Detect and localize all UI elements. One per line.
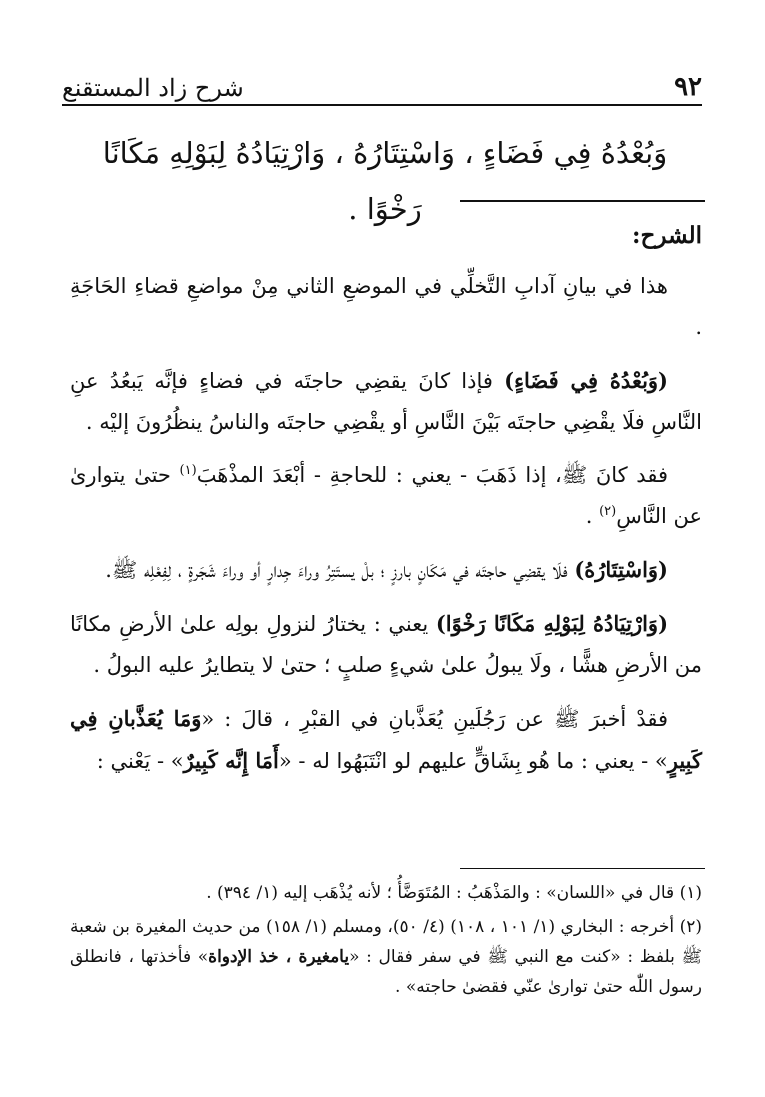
footnote-1 [70,878,702,908]
running-title: شرح زاد المستقنع [62,74,244,102]
paragraph-text: فإذا كانَ يقضِي حاجتَه في فضاءٍ فإنَّه يَبعُدُ عنِ النَّاسِ فلَا يقْضِي حاجتَه بَيْنَ النَّاسِ أو يقْضِي حاجتَه والناسُ ينظُرُونَ إليْه . [70,369,702,434]
hadith-quote: يامغيرة ، خذ الإدواة [208,947,350,967]
paragraph-text: فقد كانَ ﷺ، إذا ذَهَبَ - يعني : للحاجةِ - أبْعَدَ المذْهَبَ [196,463,668,487]
paragraph-text: يعني : يختارُ لنزولِ بولِه علىٰ الأرضِ مكانًا من الأرضِ هشًّا ، ولَا يبولُ علىٰ شيءٍ صلبٍ ؛ حتىٰ لا يتطايرُ عليه البولُ . [70,612,702,677]
matn-quote: (وَاسْتِتَارُهُ) [574,557,668,582]
matn-divider [460,200,705,202]
paragraph-concealment [70,549,702,591]
paragraph-soft-place [70,603,702,686]
paragraph-text: حتىٰ يتوارىٰ عن النَّاسِ [70,463,702,528]
hadith-quote: أَمَا إِنَّه كَبِيرٌ [183,748,279,773]
paragraph-text: فلَا يقضِي حاجتَه في مَكَانٍ بارزٍ ؛ بلْ يستَتِرُ وراءَ جِدارٍ أو وراءَ شَجَرةٍ ، لِفِعْلِه ﷺ. [105,558,575,582]
page-header [62,62,702,102]
paragraph-text: » - يَعْني : [96,749,184,773]
paragraph-text: فقدْ أخبرَ ﷺ عن رَجُلَينِ يُعَذَّبانِ في القبْرِ ، قالَ : « [201,707,669,731]
matn-quote: (وَارْتِيَادُهُ لِبَوْلِهِ مَكَانًا رَخْوًا) [435,611,668,636]
paragraph-text: هذا في بيانِ آدابِ التَّخلِّي في الموضعِ الثاني مِنْ مواضعِ قضاءِ الحَاجَةِ . [70,274,702,339]
footnote-text: (٢) أخرجه : البخاري (١/ ١٠١ ، ١٠٨) (٤/ ٥٠)، ومسلم (١/ ١٥٨) من حديث المغيرة بن شعبة ﷺ بلفظ : «كنت مع النبي ﷺ في سفر فقال : « [70,917,703,967]
paragraph-intro [70,266,702,348]
footnote-divider [460,868,705,869]
footnote-text: (١) قال في «اللسان» : والمَذْهَبُ : المُتَوَضَّأُ ؛ لأنه يُذْهَب إليه (١/ ٣٩٤) . [206,883,702,903]
footnotes [70,878,702,1006]
paragraph-grave-hadith [70,698,702,782]
paragraph-text: » - يعني : ما هُو بِشَاقٍّ عليهم لو انْتَبَهُوا له - « [278,749,668,773]
matn-line: وَبُعْدُهُ فِي فَضَاءٍ ، وَاسْتِتَارُهُ ، وَارْتِيَادُهُ لِبَوْلِهِ مَكَانًا رَخْوًا . [102,136,668,226]
paragraph-hadith-distance [70,455,702,537]
footnote-text: » فأخذتها ، فانطلق رسول اللّٰه حتىٰ توارىٰ عنّي فقضىٰ حاجته» . [70,947,702,997]
section-title: الشرح: [632,222,702,249]
sharh-body [70,215,702,794]
page-number: ٩٢ [674,72,702,102]
footnote-2 [70,912,702,1002]
paragraph-text: . [585,504,600,528]
matn-quote: (وَبُعْدُهُ فِي فَضَاءٍ) [504,368,668,393]
hadith-quote: وَمَا يُعَذَّبانِ فِي كَبِيرٍ [70,706,702,773]
paragraph-distance [70,360,702,443]
footnote-ref-1[interactable]: (١) [179,463,197,478]
footnote-ref-2[interactable]: (٢) [599,504,617,519]
header-divider [62,104,702,106]
